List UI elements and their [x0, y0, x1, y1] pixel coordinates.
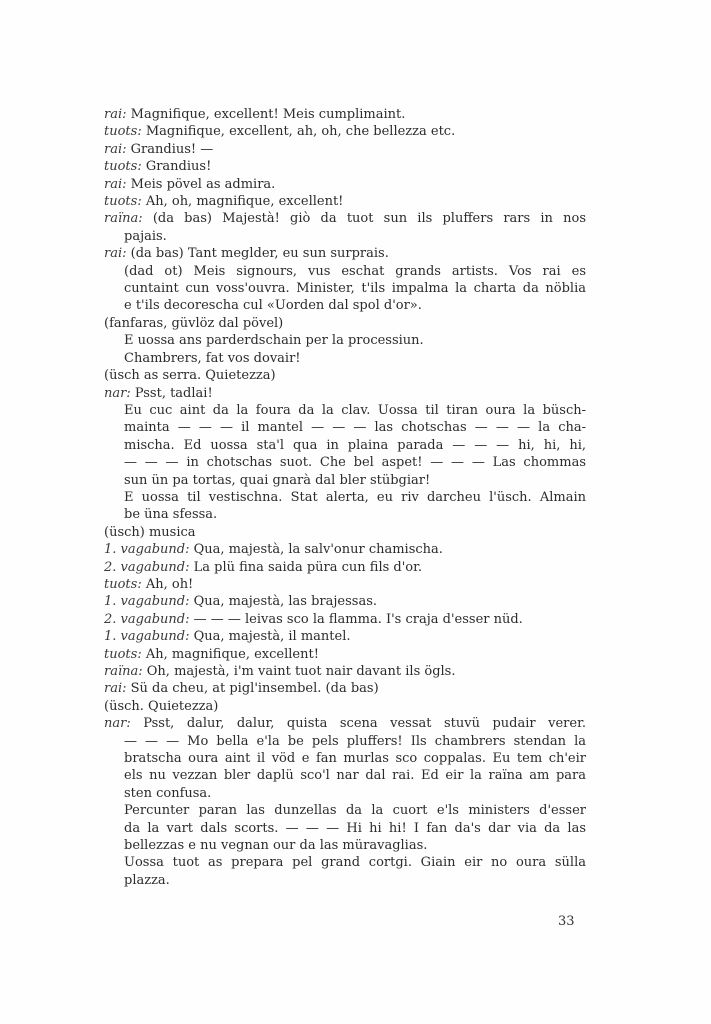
line-text: Magnifique, excellent, ah, oh, che bellezza etc. — [141, 124, 456, 140]
line-text: — — — in chotschas suot. Che bel aspet! — — — Las chommas — [124, 455, 586, 471]
line-text: Grandius! — — [126, 141, 214, 157]
text-line — [104, 402, 586, 419]
line-text: — — — leivas sco la flamma. I's craja d'esser nüd. — [189, 611, 523, 627]
text-line — [104, 489, 586, 506]
text-line — [104, 767, 586, 784]
line-text: — — — Mo bella e'la be pels pluffers! Ils chambrers stendan la — [124, 733, 586, 749]
line-text: sun ün pa tortas, quai gnarà dal bler stübgiar! — [124, 472, 431, 488]
line-text: Eu cuc aint da la foura da la clav. Uossa til tiran oura la büsch- — [124, 402, 586, 418]
speaker-label: rai: — [104, 246, 127, 262]
text-line — [104, 663, 586, 680]
line-text: Ah, oh! — [141, 576, 194, 592]
text-line — [104, 419, 586, 436]
speaker-label: 1. vagabund: — [104, 594, 190, 610]
line-text: Uossa tuot as prepara pel grand cortgi. Giain eir no oura sülla — [124, 855, 586, 871]
speaker-label: 2. vagabund: — [104, 611, 190, 627]
line-text: Qua, majestà, las brajessas. — [189, 594, 377, 610]
text-line — [104, 785, 586, 802]
text-line — [104, 297, 586, 314]
text-line — [104, 506, 586, 523]
speaker-label: tuots: — [104, 194, 142, 210]
line-text: (üsch) musica — [104, 524, 196, 540]
line-text: els nu vezzan bler daplü sco'l nar dal rai. Ed eir la raïna am para — [124, 768, 586, 784]
text-line — [104, 141, 586, 158]
text-line — [104, 228, 586, 245]
text-line — [104, 472, 586, 489]
line-text: Percunter paran las dunzellas da la cuort e'ls ministers d'esser — [124, 803, 586, 819]
line-text: be üna sfessa. — [124, 507, 218, 523]
text-line — [104, 245, 586, 262]
line-text: Grandius! — [141, 159, 212, 175]
text-line — [104, 698, 586, 715]
text-line — [104, 750, 586, 767]
line-text: (dad ot) Meis signours, vus eschat grands artists. Vos rai es — [124, 263, 586, 279]
speaker-label: tuots: — [104, 124, 142, 140]
speaker-label: 2. vagabund: — [104, 559, 190, 575]
speaker-label: raïna: — [104, 664, 143, 679]
speaker-label: 1. vagabund: — [104, 629, 190, 645]
speaker-label: rai: — [104, 107, 127, 122]
speaker-label: tuots: — [104, 576, 142, 592]
play-text — [104, 106, 586, 889]
text-line — [104, 576, 586, 593]
line-text: Ah, magnifique, excellent! — [141, 646, 319, 662]
line-text: sten confusa. — [124, 785, 212, 801]
text-line — [104, 385, 586, 402]
line-text: (üsch. Quietezza) — [104, 698, 219, 714]
speaker-label: rai: — [104, 681, 127, 697]
text-line — [104, 176, 586, 193]
line-text: Psst, dalur, dalur, quista scena vessat stuvü pudair verer. — [130, 716, 586, 732]
text-line — [104, 802, 586, 819]
line-text: Psst, tadlai! — [130, 385, 213, 401]
speaker-label: rai: — [104, 141, 127, 157]
line-text: Meis pövel as admira. — [126, 176, 276, 192]
text-line — [104, 280, 586, 297]
text-line — [104, 454, 586, 471]
text-line — [104, 646, 586, 663]
line-text: da la vart dals scorts. — — — Hi hi hi! I fan da's dar via da las — [124, 820, 586, 836]
speaker-label: nar: — [104, 385, 131, 401]
text-line — [104, 193, 586, 210]
text-line — [104, 820, 586, 837]
line-text: Ah, oh, magnifique, excellent! — [141, 194, 344, 210]
page-number: 33 — [558, 914, 575, 929]
line-text: Qua, majestà, il mantel. — [189, 629, 351, 645]
line-text: (da bas) Tant meglder, eu sun surprais. — [126, 246, 389, 262]
line-text: pajais. — [124, 228, 167, 244]
line-text: Magnifique, excellent! Meis cumplimaint. — [126, 107, 406, 122]
speaker-label: 1. vagabund: — [104, 542, 190, 558]
text-line — [104, 628, 586, 645]
line-text: Chambrers, fat vos dovair! — [124, 350, 301, 366]
text-line — [104, 854, 586, 871]
speaker-label: tuots: — [104, 646, 142, 662]
line-text: mainta — — — il mantel — — — las chotschas — — — la cha- — [124, 420, 586, 436]
line-text: (fanfaras, güvlöz dal pövel) — [104, 315, 284, 331]
text-line — [104, 315, 586, 332]
speaker-label: rai: — [104, 176, 127, 192]
line-text: Sü da cheu, at pigl'insembel. (da bas) — [126, 681, 379, 697]
text-line — [104, 593, 586, 610]
text-line — [104, 158, 586, 175]
line-text: La plü fina saida püra cun fils d'or. — [189, 559, 423, 575]
line-text: e t'ils decorescha cul «Uorden dal spol d'or». — [124, 298, 422, 314]
line-text: E uossa ans parderdschain per la processiun. — [124, 333, 424, 349]
text-line — [104, 332, 586, 349]
text-line — [104, 210, 586, 227]
text-line — [104, 106, 586, 123]
text-line — [104, 367, 586, 384]
line-text: (üsch as serra. Quietezza) — [104, 368, 276, 384]
line-text: bellezzas e nu vegnan our da las müravaglias. — [124, 838, 428, 854]
line-text: Qua, majestà, la salv'onur chamischa. — [189, 542, 443, 558]
text-line — [104, 715, 586, 732]
text-line — [104, 872, 586, 889]
line-text: plazza. — [124, 872, 170, 888]
text-line — [104, 263, 586, 280]
speaker-label: tuots: — [104, 159, 142, 175]
speaker-label: nar: — [104, 716, 131, 732]
line-text: Oh, majestà, i'm vaint tuot nair davant ils ögls. — [142, 664, 456, 679]
text-line — [104, 123, 586, 140]
text-line — [104, 733, 586, 750]
text-line — [104, 541, 586, 558]
line-text: mischa. Ed uossa sta'l qua in plaina parada — — — hi, hi, hi, — [124, 437, 586, 453]
text-line — [104, 680, 586, 697]
text-line — [104, 837, 586, 854]
line-text: cuntaint cun voss'ouvra. Minister, t'ils impalma la charta da nöblia — [124, 281, 586, 297]
line-text: E uossa til vestischna. Stat alerta, eu riv darcheu l'üsch. Almain — [124, 489, 586, 505]
text-line — [104, 611, 586, 628]
text-line — [104, 350, 586, 367]
speaker-label: raïna: — [104, 211, 143, 227]
line-text: (da bas) Majestà! giò da tuot sun ils pluffers rars in nos — [142, 211, 586, 227]
text-line — [104, 559, 586, 576]
line-text: bratscha oura aint il vöd e fan murlas sco coppalas. Eu tem ch'eir — [124, 751, 586, 767]
text-line — [104, 437, 586, 454]
text-line — [104, 524, 586, 541]
